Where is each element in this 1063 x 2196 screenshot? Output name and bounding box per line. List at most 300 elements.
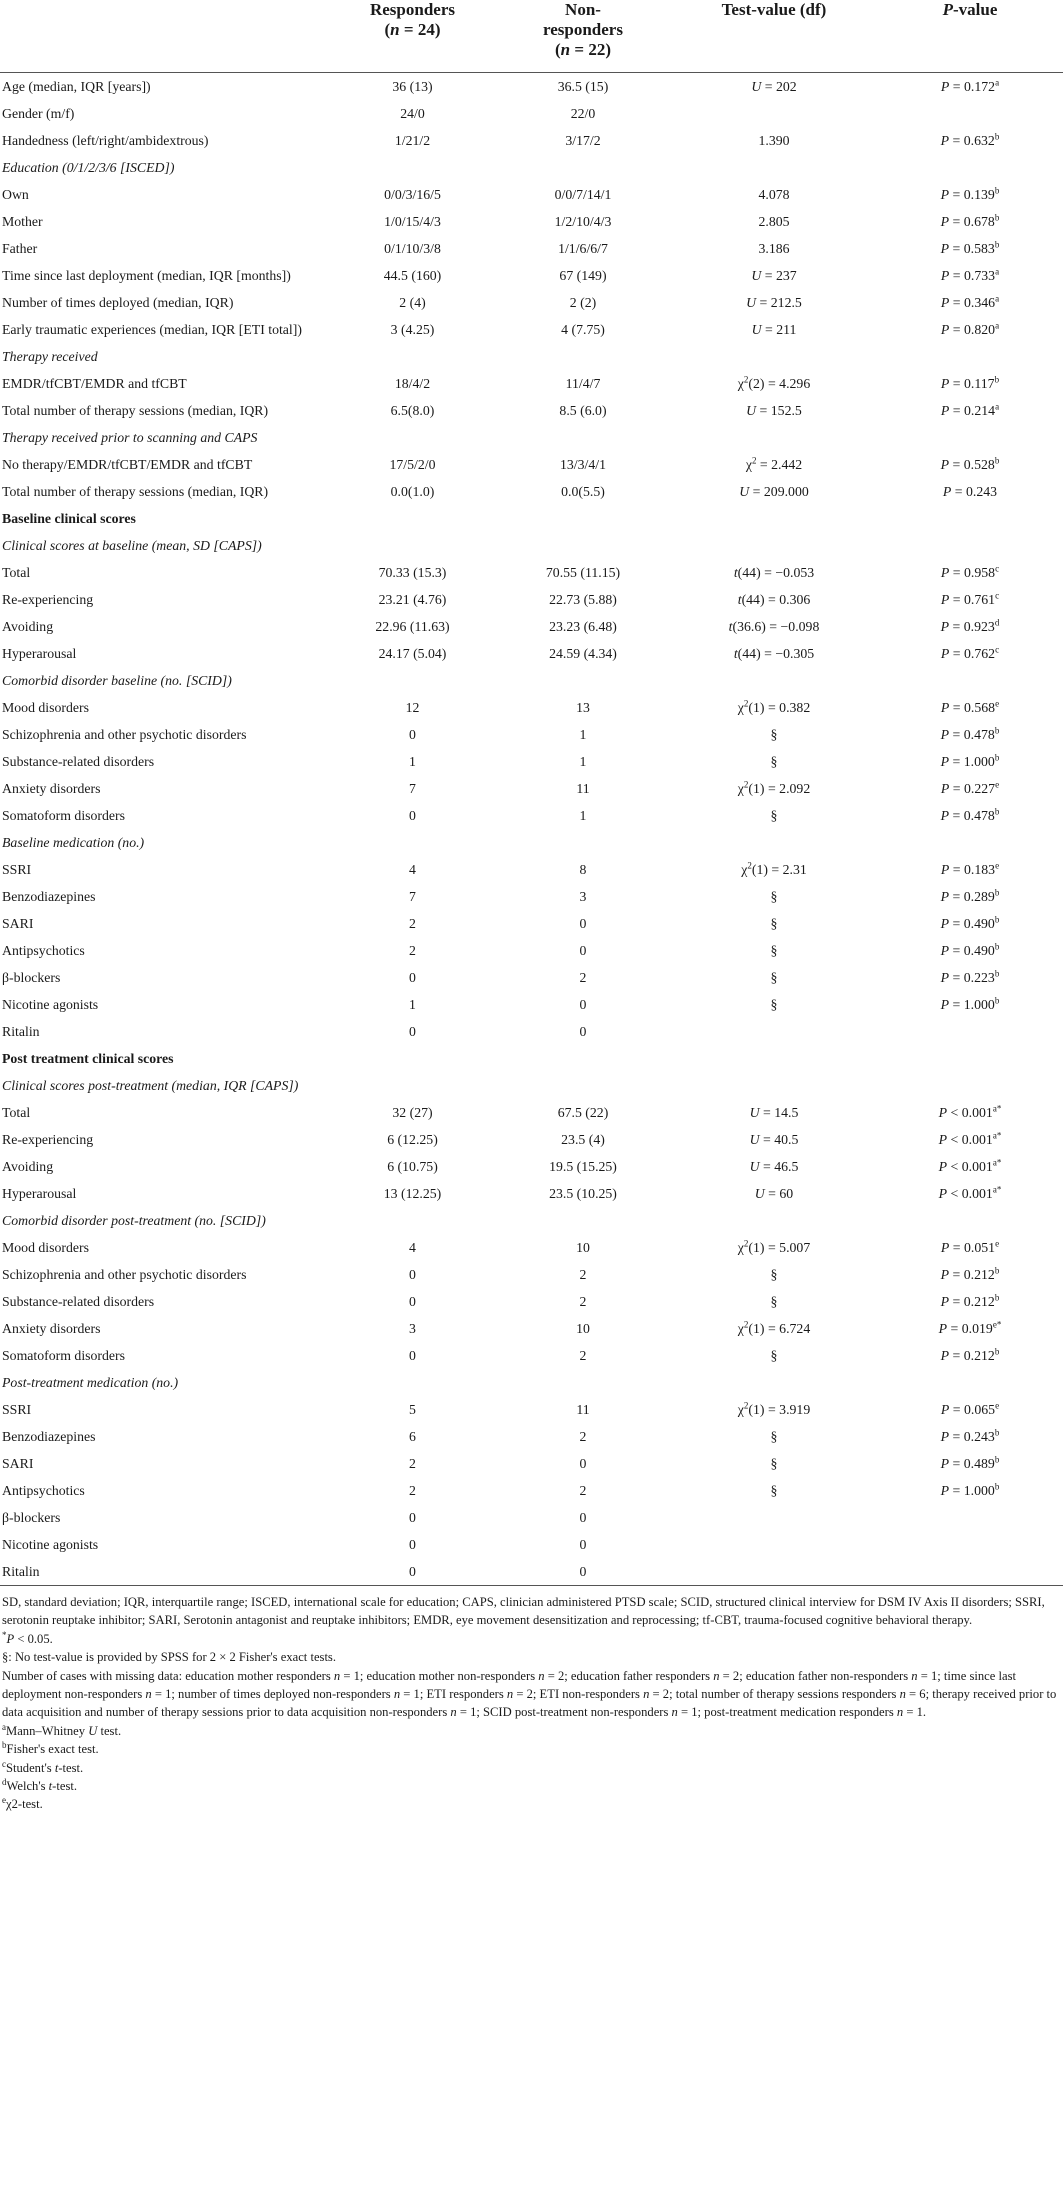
- row-label: Early traumatic experiences (median, IQR [ETI total]): [2, 321, 302, 337]
- p-value: P = 0.227$^e$: [940, 778, 1000, 796]
- subsection-heading-row: [0, 1369, 1063, 1396]
- non-responders-value: 0: [579, 942, 587, 958]
- row-label: SSRI: [2, 1401, 32, 1417]
- test-value: 1.390: [758, 132, 790, 148]
- responders-value: 2: [409, 942, 416, 958]
- p-value: P = 0.223$^b$: [940, 967, 1000, 985]
- non-responders-value: 22/0: [570, 105, 596, 121]
- table-row: [0, 1153, 1063, 1180]
- non-responders-value: 2: [579, 1428, 587, 1444]
- row-label: SARI: [2, 915, 34, 931]
- responders-value: 6 (12.25): [387, 1131, 438, 1147]
- p-value: P = 1.000$^b$: [940, 1480, 1000, 1498]
- subsection-heading: Clinical scores at baseline (mean, SD [CAPS]): [2, 537, 262, 553]
- p-value: P = 0.172$^a$: [940, 76, 1000, 94]
- responders-value: 0: [409, 1563, 416, 1579]
- empty-cell: [330, 1207, 495, 1234]
- row-label: Father: [2, 240, 38, 256]
- footnote: Number of cases with missing data: education mother responders n = 1; education mother non-responders n = 2; education father responders n = 2; education father non-responders n = 1; time since last deployment non-responders n = 1; number of times deployed non-responders n = 1; ETI responders n = 2; ETI non-responders n = 2; total number of therapy sessions responders n = 6; therapy received prior to data acquisition and number of therapy sessions prior to data acquisition non-responders n = 1; SCID post-treatment non-responders n = 1; post-treatment medication responders n = 1.: [2, 1668, 1057, 1720]
- p-value: P = 0.139$^b$: [940, 184, 1000, 202]
- non-responders-value: 2: [579, 1266, 587, 1282]
- p-value: [877, 100, 1063, 127]
- table-row: [0, 289, 1063, 316]
- test-value: §: [770, 753, 778, 769]
- test-value: §: [770, 726, 778, 742]
- table-row: [0, 1180, 1063, 1207]
- empty-cell: [330, 829, 495, 856]
- responders-value: 0: [409, 726, 416, 742]
- empty-cell: [330, 343, 495, 370]
- footnote: $^b$Fisher's exact test.: [2, 1740, 99, 1757]
- row-label: Mood disorders: [2, 699, 89, 715]
- test-value: §: [770, 1347, 778, 1363]
- non-responders-value: 0: [579, 1563, 587, 1579]
- non-responders-value: 1/1/6/6/7: [558, 240, 608, 256]
- p-value: P = 0.212$^b$: [940, 1291, 1000, 1309]
- footnote: §: No test-value is provided by SPSS for 2 × 2 Fisher's exact tests.: [2, 1650, 336, 1665]
- subsection-heading: Comorbid disorder post-treatment (no. [SCID]): [2, 1212, 266, 1228]
- row-label: Hyperarousal: [2, 1185, 77, 1201]
- subsection-heading-row: [0, 667, 1063, 694]
- responders-value: 0: [409, 1347, 416, 1363]
- test-value: U = 46.5: [749, 1158, 799, 1174]
- empty-cell: [877, 1045, 1063, 1072]
- p-value: P = 0.214$^a$: [940, 400, 1000, 418]
- non-responders-value: 0/0/7/14/1: [554, 186, 612, 202]
- row-label: SSRI: [2, 861, 32, 877]
- empty-cell: [877, 829, 1063, 856]
- non-responders-value: 4 (7.75): [561, 321, 605, 337]
- p-value: P = 0.490$^b$: [940, 913, 1000, 931]
- test-value: [671, 1558, 877, 1586]
- row-label: β-blockers: [2, 1509, 61, 1525]
- test-value: [671, 1531, 877, 1558]
- responders-value: 6: [409, 1428, 416, 1444]
- row-label: EMDR/tfCBT/EMDR and tfCBT: [2, 375, 187, 391]
- empty-cell: [671, 829, 877, 856]
- test-value: 3.186: [758, 240, 790, 256]
- table-row: [0, 1504, 1063, 1531]
- empty-cell: [671, 667, 877, 694]
- row-label: Substance-related disorders: [2, 753, 155, 769]
- responders-value: 0/1/10/3/8: [384, 240, 441, 256]
- subsection-heading: Clinical scores post-treatment (median, IQR [CAPS]): [2, 1077, 299, 1093]
- responders-value: 4: [409, 1239, 416, 1255]
- subsection-heading: Post-treatment medication (no.): [2, 1374, 179, 1390]
- table-row: [0, 910, 1063, 937]
- table-row: [0, 1558, 1063, 1586]
- table-row: [0, 991, 1063, 1018]
- row-label: Hyperarousal: [2, 645, 77, 661]
- table-row: [0, 937, 1063, 964]
- row-label: Somatoform disorders: [2, 807, 126, 823]
- non-responders-value: 2: [579, 1347, 587, 1363]
- p-value: P = 0.489$^b$: [940, 1453, 1000, 1471]
- non-responders-value: 0: [579, 915, 587, 931]
- table-row: [0, 181, 1063, 208]
- empty-cell: [877, 154, 1063, 181]
- subsection-heading-row: [0, 424, 1063, 451]
- p-value: $P = 0.019^{e*}$: [938, 1318, 1002, 1336]
- section-heading: Post treatment clinical scores: [2, 1050, 174, 1066]
- empty-cell: [330, 667, 495, 694]
- empty-cell: [877, 424, 1063, 451]
- subsection-heading-row: [0, 829, 1063, 856]
- table-header-row: [0, 0, 1063, 73]
- responders-value: 4: [409, 861, 416, 877]
- non-responders-value: 67 (149): [559, 267, 607, 283]
- table-row: [0, 1450, 1063, 1477]
- test-value: §: [770, 807, 778, 823]
- footnote: *P < 0.05.: [2, 1629, 53, 1646]
- table-row: [0, 1126, 1063, 1153]
- p-value: P = 0.528$^b$: [940, 454, 1000, 472]
- table-row: [0, 1477, 1063, 1504]
- empty-cell: [330, 1045, 495, 1072]
- responders-value: 2: [409, 1455, 416, 1471]
- test-value: U = 237: [751, 267, 797, 283]
- empty-cell: [877, 1369, 1063, 1396]
- p-value: P = 0.478$^b$: [940, 724, 1000, 742]
- row-label: Own: [2, 186, 29, 202]
- table-row: [0, 748, 1063, 775]
- subsection-heading: Therapy received prior to scanning and CAPS: [2, 429, 258, 445]
- row-label: Handedness (left/right/ambidextrous): [2, 132, 209, 148]
- table-row: [0, 694, 1063, 721]
- responders-value: 6 (10.75): [387, 1158, 438, 1174]
- p-value: [877, 1018, 1063, 1045]
- responders-value: 1/0/15/4/3: [384, 213, 441, 229]
- responders-value: 12: [405, 699, 420, 715]
- test-value: U = 14.5: [749, 1104, 799, 1120]
- p-value: $P < 0.001^{a*}$: [938, 1129, 1002, 1147]
- table-row: [0, 1315, 1063, 1342]
- empty-cell: [671, 1369, 877, 1396]
- table-row: [0, 1261, 1063, 1288]
- table-row: [0, 127, 1063, 154]
- test-value: [671, 1504, 877, 1531]
- table-footnotes: [0, 1586, 1063, 1814]
- test-value: t(44) = −0.305: [733, 645, 815, 661]
- non-responders-value: 2: [579, 1482, 587, 1498]
- table-row: [0, 370, 1063, 397]
- responders-value: 7: [409, 780, 416, 796]
- table-row: [0, 262, 1063, 289]
- row-label: Age (median, IQR [years]): [2, 78, 151, 94]
- subsection-heading-row: [0, 343, 1063, 370]
- non-responders-value: 13: [576, 699, 590, 715]
- table-row: [0, 775, 1063, 802]
- responders-value: 23.21 (4.76): [378, 591, 447, 607]
- p-value: P = 0.117$^b$: [940, 373, 1000, 391]
- responders-value: 0: [409, 1293, 416, 1309]
- responders-value: 2: [409, 1482, 416, 1498]
- footnote: SD, standard deviation; IQR, interquartile range; ISCED, international scale for education; CAPS, clinician administered PTSD scale; SCID, structured clinical interview for DSM IV Axis II disorders; SSRI, serotonin reuptake inhibitor; SARI, Serotonin antagonist and reuptake inhibitors; EMDR, eye movement desensitization and reprocessing; tf-CBT, trauma-focused cognitive behavioral therapy.: [2, 1595, 1045, 1628]
- subsection-heading-row: [0, 532, 1063, 559]
- p-value: P = 0.632$^b$: [940, 130, 1000, 148]
- responders-value: 0: [409, 807, 416, 823]
- non-responders-value: 23.5 (10.25): [549, 1185, 617, 1201]
- table-row: [0, 640, 1063, 667]
- empty-cell: [495, 1045, 671, 1072]
- p-value: P = 0.289$^b$: [940, 886, 1000, 904]
- table-row: [0, 478, 1063, 505]
- responders-value: 0.0(1.0): [390, 483, 435, 499]
- responders-value: 18/4/2: [394, 375, 431, 391]
- row-label: Number of times deployed (median, IQR): [2, 294, 234, 310]
- non-responders-value: 22.73 (5.88): [549, 591, 617, 607]
- non-responders-value: 10: [576, 1320, 590, 1336]
- empty-cell: [671, 505, 877, 532]
- non-responders-value: 0: [579, 1023, 587, 1039]
- p-value: P = 0.733$^a$: [940, 265, 1000, 283]
- row-label: Nicotine agonists: [2, 1536, 99, 1552]
- empty-cell: [495, 343, 671, 370]
- section-heading-row: [0, 505, 1063, 532]
- row-label: Substance-related disorders: [2, 1293, 155, 1309]
- test-value: U = 60: [754, 1185, 794, 1201]
- table-row: [0, 883, 1063, 910]
- non-responders-value: 0: [579, 996, 587, 1012]
- test-value: §: [770, 996, 778, 1012]
- row-label: β-blockers: [2, 969, 61, 985]
- subsection-heading-row: [0, 1207, 1063, 1234]
- table-row: [0, 235, 1063, 262]
- row-label: Total number of therapy sessions (median, IQR): [2, 402, 269, 418]
- responders-value: 17/5/2/0: [389, 456, 436, 472]
- non-responders-value: 70.55 (11.15): [545, 564, 621, 580]
- header-blank: [0, 0, 330, 73]
- empty-cell: [877, 532, 1063, 559]
- responders-value: 1: [409, 996, 416, 1012]
- empty-cell: [495, 154, 671, 181]
- test-value: [671, 100, 877, 127]
- test-value: §: [770, 1293, 778, 1309]
- responders-value: 2 (4): [399, 294, 426, 310]
- empty-cell: [671, 424, 877, 451]
- empty-cell: [330, 1072, 495, 1099]
- table-row: [0, 397, 1063, 424]
- table-row: [0, 586, 1063, 613]
- non-responders-value: 19.5 (15.25): [549, 1158, 617, 1174]
- p-value: [877, 1558, 1063, 1586]
- p-value: P = 0.762$^c$: [940, 643, 1000, 661]
- p-value: P = 0.212$^b$: [940, 1264, 1000, 1282]
- row-label: Re-experiencing: [2, 591, 94, 607]
- footnote: $^a$Mann–Whitney U test.: [2, 1721, 122, 1738]
- non-responders-value: 24.59 (4.34): [549, 645, 617, 661]
- test-value: §: [770, 969, 778, 985]
- p-value: $P < 0.001^{a*}$: [938, 1183, 1002, 1201]
- empty-cell: [671, 1045, 877, 1072]
- p-value: P = 0.490$^b$: [940, 940, 1000, 958]
- table-row: [0, 451, 1063, 478]
- test-value: $\chi^2(2) = 4.296$: [737, 373, 811, 391]
- p-value: P = 0.761$^c$: [940, 589, 1000, 607]
- non-responders-value: 67.5 (22): [557, 1104, 609, 1120]
- p-value: P = 0.243: [942, 483, 998, 499]
- header-non-responders: Non- responders (n = 22): [543, 0, 623, 59]
- responders-value: 3 (4.25): [390, 321, 435, 337]
- test-value: [671, 1018, 877, 1045]
- p-value: P = 0.243$^b$: [940, 1426, 1000, 1444]
- responders-value: 1/21/2: [394, 132, 431, 148]
- empty-cell: [495, 667, 671, 694]
- p-value: P = 0.346$^a$: [940, 292, 1000, 310]
- test-value: U = 211: [751, 321, 797, 337]
- subsection-heading: Comorbid disorder baseline (no. [SCID]): [2, 672, 232, 688]
- test-value: $\chi^2(1) = 0.382$: [737, 697, 811, 715]
- responders-value: 0: [409, 1023, 416, 1039]
- non-responders-value: 23.23 (6.48): [549, 618, 617, 634]
- empty-cell: [877, 1072, 1063, 1099]
- empty-cell: [671, 343, 877, 370]
- p-value: P = 1.000$^b$: [940, 994, 1000, 1012]
- row-label: Nicotine agonists: [2, 996, 99, 1012]
- empty-cell: [671, 154, 877, 181]
- non-responders-value: 2 (2): [569, 294, 597, 310]
- empty-cell: [671, 532, 877, 559]
- empty-cell: [330, 1369, 495, 1396]
- p-value: $P < 0.001^{a*}$: [938, 1156, 1002, 1174]
- table-row: [0, 721, 1063, 748]
- empty-cell: [330, 424, 495, 451]
- empty-cell: [671, 1207, 877, 1234]
- row-label: Ritalin: [2, 1563, 40, 1579]
- row-label: SARI: [2, 1455, 34, 1471]
- table-body: [0, 73, 1063, 1586]
- p-value: P = 0.478$^b$: [940, 805, 1000, 823]
- test-value: §: [770, 942, 778, 958]
- p-value: P = 0.212$^b$: [940, 1345, 1000, 1363]
- empty-cell: [671, 1072, 877, 1099]
- table-row: [0, 316, 1063, 343]
- non-responders-value: 3/17/2: [565, 132, 601, 148]
- row-label: Anxiety disorders: [2, 780, 101, 796]
- header-test-value: Test-value (df): [721, 0, 827, 19]
- non-responders-value: 8.5 (6.0): [559, 402, 607, 418]
- table-row: [0, 559, 1063, 586]
- non-responders-value: 0: [579, 1455, 587, 1471]
- test-value: §: [770, 1482, 778, 1498]
- p-value: P = 0.051$^e$: [940, 1237, 1000, 1255]
- responders-value: 0/0/3/16/5: [384, 186, 441, 202]
- header-p-value: P-value: [942, 0, 998, 19]
- non-responders-value: 0.0(5.5): [561, 483, 605, 499]
- responders-value: 24.17 (5.04): [378, 645, 447, 661]
- row-label: Time since last deployment (median, IQR [months]): [2, 267, 291, 283]
- p-value: [877, 1504, 1063, 1531]
- row-label: Ritalin: [2, 1023, 40, 1039]
- non-responders-value: 1/2/10/4/3: [554, 213, 612, 229]
- row-label: Avoiding: [2, 1158, 54, 1174]
- test-value: §: [770, 1428, 778, 1444]
- responders-value: 22.96 (11.63): [375, 618, 450, 634]
- non-responders-value: 36.5 (15): [557, 78, 609, 94]
- row-label: Schizophrenia and other psychotic disorders: [2, 1266, 247, 1282]
- row-label: Total: [2, 1104, 31, 1120]
- test-value: §: [770, 915, 778, 931]
- table-row: [0, 1531, 1063, 1558]
- test-value: $\chi^2(1) = 2.092$: [737, 778, 811, 796]
- test-value: 4.078: [758, 186, 790, 202]
- empty-cell: [877, 343, 1063, 370]
- responders-value: 44.5 (160): [383, 267, 442, 283]
- table-row: [0, 1099, 1063, 1126]
- test-value: §: [770, 1455, 778, 1471]
- table-row: [0, 1288, 1063, 1315]
- test-value: $\chi^2(1) = 5.007$: [737, 1237, 811, 1255]
- non-responders-value: 0: [579, 1536, 587, 1552]
- test-value: $\chi^2(1) = 3.919$: [737, 1399, 811, 1417]
- table-row: [0, 100, 1063, 127]
- non-responders-value: 3: [579, 888, 587, 904]
- table-row: [0, 613, 1063, 640]
- empty-cell: [495, 829, 671, 856]
- test-value: U = 209.000: [739, 483, 809, 499]
- responders-value: 1: [409, 753, 416, 769]
- non-responders-value: 1: [579, 753, 587, 769]
- non-responders-value: 11: [576, 1401, 590, 1417]
- empty-cell: [495, 424, 671, 451]
- row-label: Somatoform disorders: [2, 1347, 126, 1363]
- empty-cell: [495, 1072, 671, 1099]
- non-responders-value: 0: [579, 1509, 587, 1525]
- test-value: U = 40.5: [749, 1131, 799, 1147]
- p-value: P = 1.000$^b$: [940, 751, 1000, 769]
- responders-value: 6.5(8.0): [390, 402, 435, 418]
- header-responders: Responders (n = 24): [369, 0, 455, 39]
- responders-value: 0: [409, 1536, 416, 1552]
- responders-value: 7: [409, 888, 416, 904]
- non-responders-value: 2: [579, 1293, 587, 1309]
- empty-cell: [330, 505, 495, 532]
- responders-value: 36 (13): [392, 78, 433, 94]
- responders-value: 24/0: [400, 105, 425, 121]
- subsection-heading-row: [0, 1072, 1063, 1099]
- test-value: $\chi^2(1) = 6.724$: [737, 1318, 811, 1336]
- empty-cell: [877, 1207, 1063, 1234]
- section-heading: Baseline clinical scores: [2, 510, 136, 526]
- responders-value: 32 (27): [392, 1104, 433, 1120]
- row-label: Benzodiazepines: [2, 888, 96, 904]
- test-value: $\chi^2(1) = 2.31$: [741, 859, 807, 877]
- test-value: $\chi^2 = 2.442$: [745, 454, 803, 472]
- table-row: [0, 1396, 1063, 1423]
- row-label: Re-experiencing: [2, 1131, 94, 1147]
- test-value: U = 202: [751, 78, 797, 94]
- row-label: Total: [2, 564, 31, 580]
- table-row: [0, 1234, 1063, 1261]
- subsection-heading-row: [0, 154, 1063, 181]
- test-value: t(44) = −0.053: [733, 564, 815, 580]
- responders-value: 0: [409, 1509, 416, 1525]
- row-label: Benzodiazepines: [2, 1428, 96, 1444]
- test-value: t(36.6) = −0.098: [728, 618, 820, 634]
- empty-cell: [877, 505, 1063, 532]
- p-value: P = 0.583$^b$: [940, 238, 1000, 256]
- non-responders-value: 8: [579, 861, 587, 877]
- empty-cell: [495, 532, 671, 559]
- subsection-heading: Baseline medication (no.): [2, 834, 145, 850]
- p-value: P = 0.923$^d$: [940, 616, 1000, 634]
- table-row: [0, 856, 1063, 883]
- row-label: No therapy/EMDR/tfCBT/EMDR and tfCBT: [2, 456, 253, 472]
- p-value: [877, 1531, 1063, 1558]
- non-responders-value: 11/4/7: [565, 375, 601, 391]
- row-label: Antipsychotics: [2, 1482, 85, 1498]
- row-label: Gender (m/f): [2, 105, 75, 121]
